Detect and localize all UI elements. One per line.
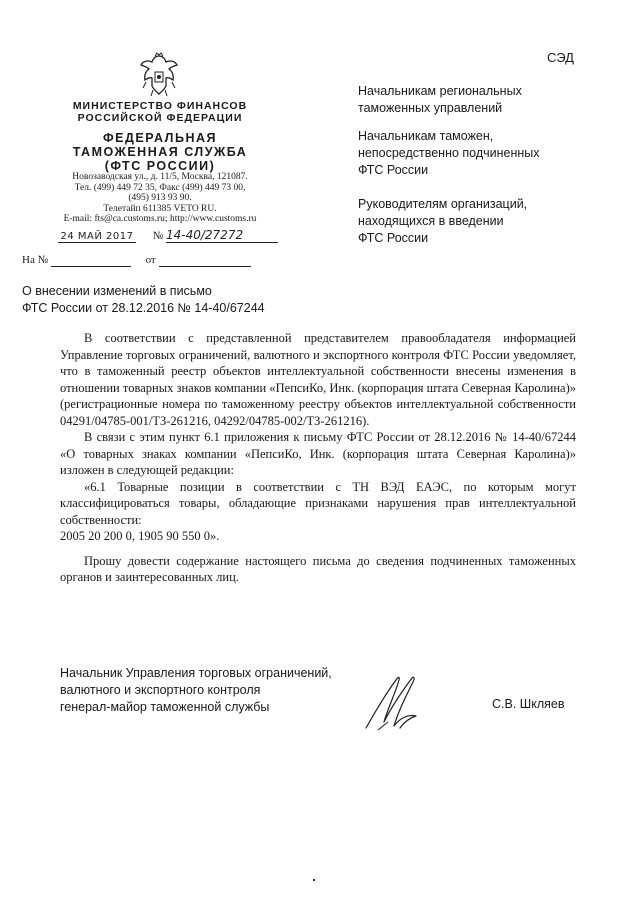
service-name (60, 131, 260, 173)
service-line: ФЕДЕРАЛЬНАЯ (103, 131, 217, 145)
handwritten-signature (360, 670, 430, 735)
subject-line: О внесении изменений в письмо (22, 284, 212, 298)
recipient-line: Начальникам таможен, (358, 129, 494, 143)
address-line: Тел. (499) 449 72 35, Факс (499) 449 73 00, (74, 182, 246, 193)
recipient-line: Руководителям организаций, (358, 197, 528, 211)
body-paragraph: Прошу довести содержание настоящего письма до сведения подчиненных таможенных органов и заинтересованных лиц. (60, 553, 576, 584)
recipient-line: таможенных управлений (358, 101, 503, 115)
recipient-line: ФТС России (358, 163, 429, 177)
signatory-title-line: Начальник Управления торговых ограничений, (60, 666, 332, 680)
recipient-group (358, 128, 540, 179)
signatory-title-line: генерал-майор таможенной службы (60, 700, 270, 714)
service-line: (ФТС РОССИИ) (104, 159, 216, 173)
scan-speck (313, 879, 315, 881)
number-prefix: № (152, 230, 164, 242)
body-paragraph: «6.1 Товарные позиции в соответствии с ТН ВЭД ЕАЭС, по которым могут классифицироваться товары, обладающие признаками нарушения прав интеллектуальной собственности: (60, 479, 576, 527)
reference-label: На № (22, 254, 49, 266)
body-paragraph: В связи с этим пункт 6.1 приложения к письму ФТС России от 28.12.2016 № 14-40/67244 «О товарных знаках компании «ПепсиКо, Инк. (корпорация штата Северная Каролина)» изложен в следующей редакции: (60, 430, 576, 477)
address-line: Новозаводская ул., д. 11/5, Москва, 121087. (72, 172, 248, 182)
recipient-line: непосредственно подчиненных (358, 146, 540, 160)
reference-number-field (51, 254, 131, 267)
ministry-name (60, 100, 260, 124)
recipient-line: находящихся в введении (358, 214, 504, 228)
address-line: E-mail: fts@ca.customs.ru; http://www.customs.ru (63, 214, 257, 224)
service-line: ТАМОЖЕННАЯ СЛУЖБА (72, 145, 248, 159)
recipient-line: ФТС России (358, 231, 429, 245)
registration-date: 24 МАЙ 2017 (58, 230, 136, 243)
letter-body (60, 330, 576, 586)
recipient-group (358, 196, 527, 247)
corner-mark: СЭД (547, 50, 574, 65)
reference-from-label: от (145, 254, 156, 266)
letter-subject (22, 283, 265, 317)
recipient-group (358, 83, 522, 117)
registration-row (58, 228, 278, 243)
reference-date-field (159, 254, 251, 267)
signatory-title (60, 665, 332, 716)
ministry-line: МИНИСТЕРСТВО ФИНАНСОВ (72, 100, 248, 112)
address-line: Телетайп 611385 VETO RU. (103, 203, 217, 214)
signatory-name: С.В. Шкляев (492, 697, 565, 711)
body-paragraph: 2005 20 200 0, 1905 90 550 0». (60, 529, 220, 543)
address-block (60, 172, 260, 225)
registration-number: 14-40/27272 (166, 228, 278, 243)
ministry-line: РОССИЙСКОЙ ФЕДЕРАЦИИ (77, 112, 243, 124)
reference-row (22, 254, 251, 267)
coat-of-arms-icon (138, 52, 180, 98)
address-line: (495) 913 93 90. (128, 193, 192, 203)
recipient-line: Начальникам региональных (358, 84, 522, 98)
subject-line: ФТС России от 28.12.2016 № 14-40/67244 (22, 301, 265, 315)
body-paragraph: В соответствии с представленной представителем правообладателя информацией Управление торговых ограничений, валютного и экспортного контроля ФТС России уведомляет, что в таможенный реестр объектов интеллектуальной собственности внесены изменения в отношении товарных знаков компании «ПепсиКо, Инк. (корпорация штата Северная Каролина)» (регистрационные номера по таможенному реестру объектов интеллектуальной собственности 04291/04785-001/ТЗ-261216, 04292/04785-002/ТЗ-261216). (60, 331, 576, 428)
signatory-title-line: валютного и экспортного контроля (60, 683, 261, 697)
